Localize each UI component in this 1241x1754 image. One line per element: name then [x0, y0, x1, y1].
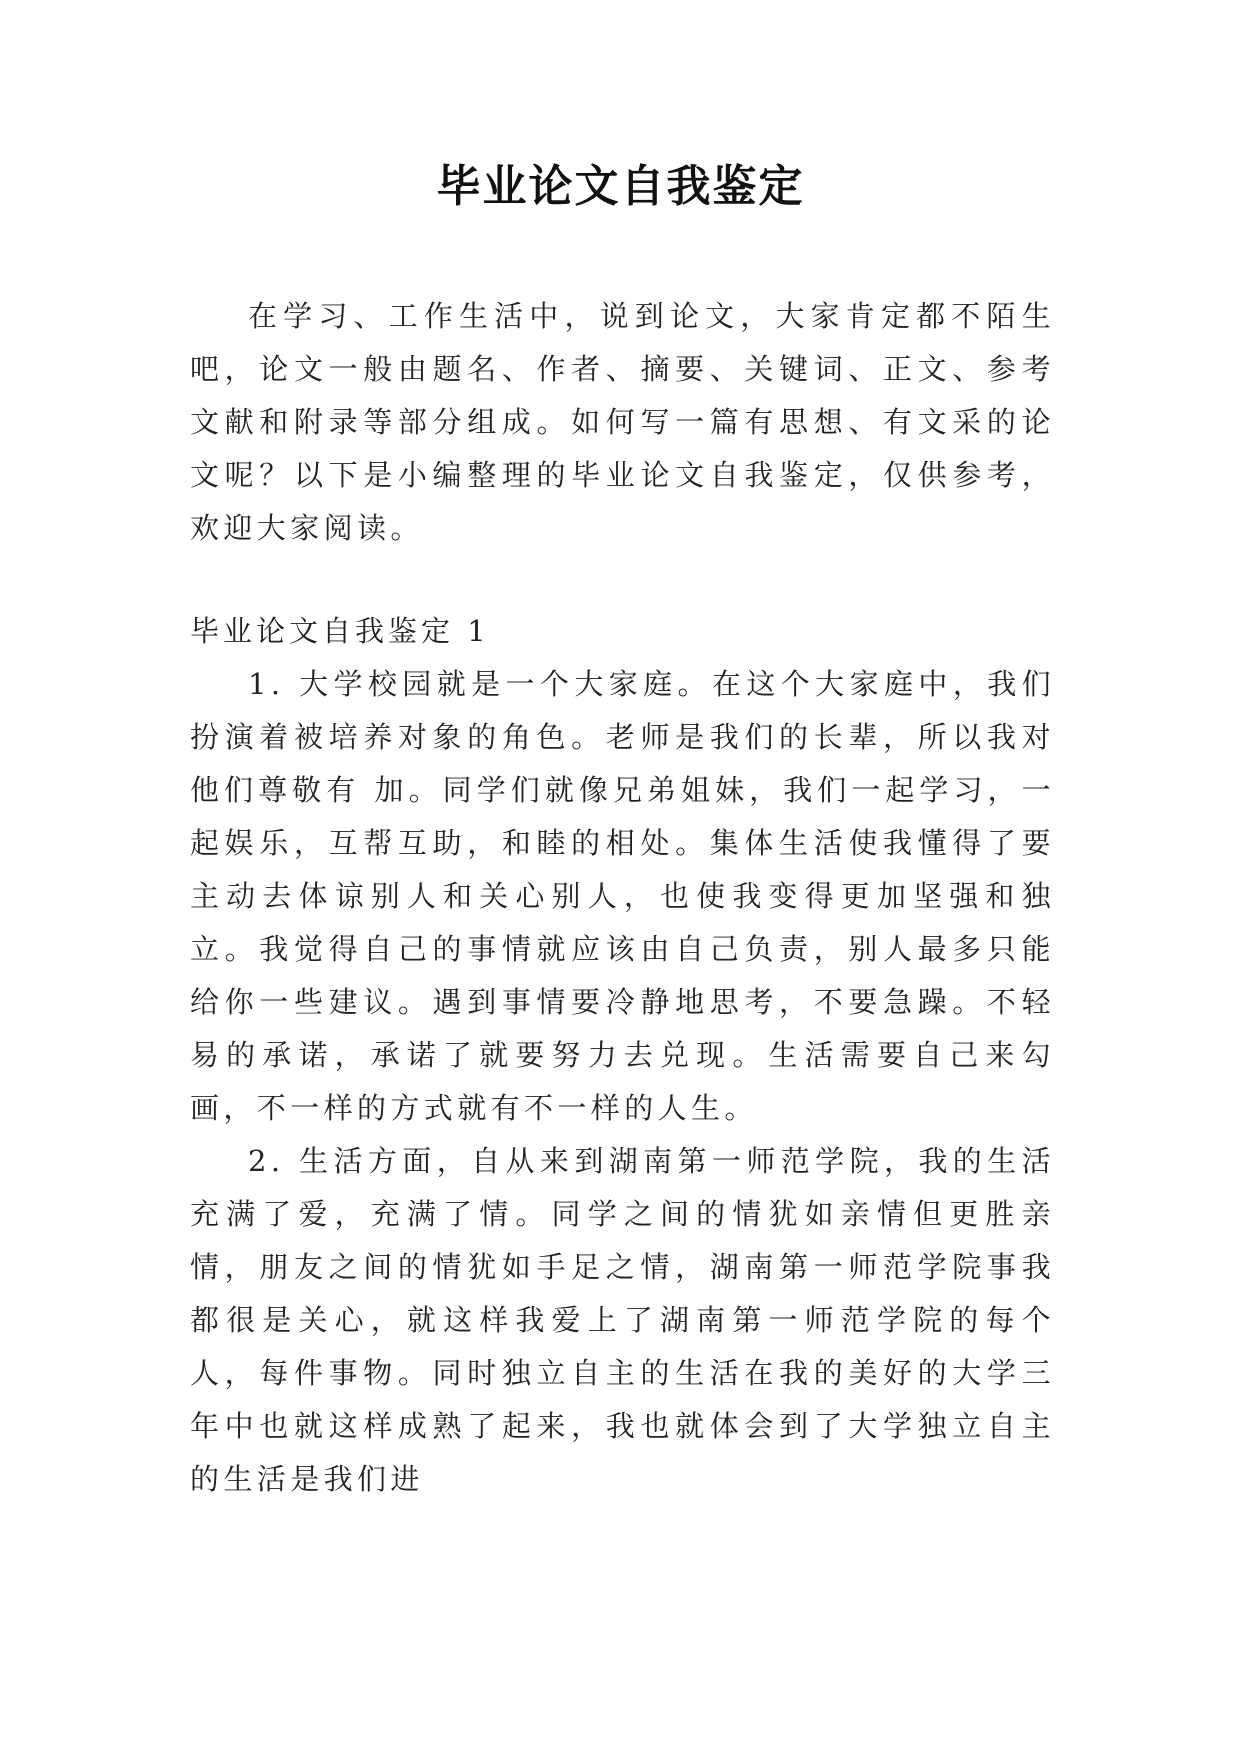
- intro-paragraph: 在学习、工作生活中，说到论文，大家肯定都不陌生吧，论文一般由题名、作者、摘要、关键词、正文、参考文献和附录等部分组成。如何写一篇有思想、有文采的论文呢？以下是小编整理的毕业论文自我鉴定，仅供参考，欢迎大家阅读。: [190, 299, 1055, 545]
- document-body: [190, 290, 1055, 1506]
- body-paragraph-2: 2. 生活方面，自从来到湖南第一师范学院，我的生活充满了爱，充满了情。同学之间的情犹如亲情但更胜亲情，朋友之间的情犹如手足之情，湖南第一师范学院事我都很是关心，就这样我爱上了湖南第一师范学院的每个人，每件事物。同时独立自主的生活在我的美好的大学三年中也就这样成熟了起来，我也就体会到了大学独立自主的生活是我们进: [190, 1144, 1055, 1496]
- document-title: 毕业论文自我鉴定: [436, 161, 805, 212]
- body-paragraph-1: 1. 大学校园就是一个大家庭。在这个大家庭中，我们扮演着被培养对象的角色。老师是我们的长辈，所以我对他们尊敬有 加。同学们就像兄弟姐妹，我们一起学习，一起娱乐，互帮互助，和睦的相处。集体生活使我懂得了要主动去体谅别人和关心别人，也使我变得更加坚强和独立。我觉得自己的事情就应该由自己负责，别人最多只能给你一些建议。遇到事情要冷静地思考，不要急躁。不轻易的承诺，承诺了就要努力去兑现。生活需要自己来勾 画，不一样的方式就有不一样的人生。: [190, 667, 1055, 1125]
- section-heading: 毕业论文自我鉴定 1: [190, 614, 490, 648]
